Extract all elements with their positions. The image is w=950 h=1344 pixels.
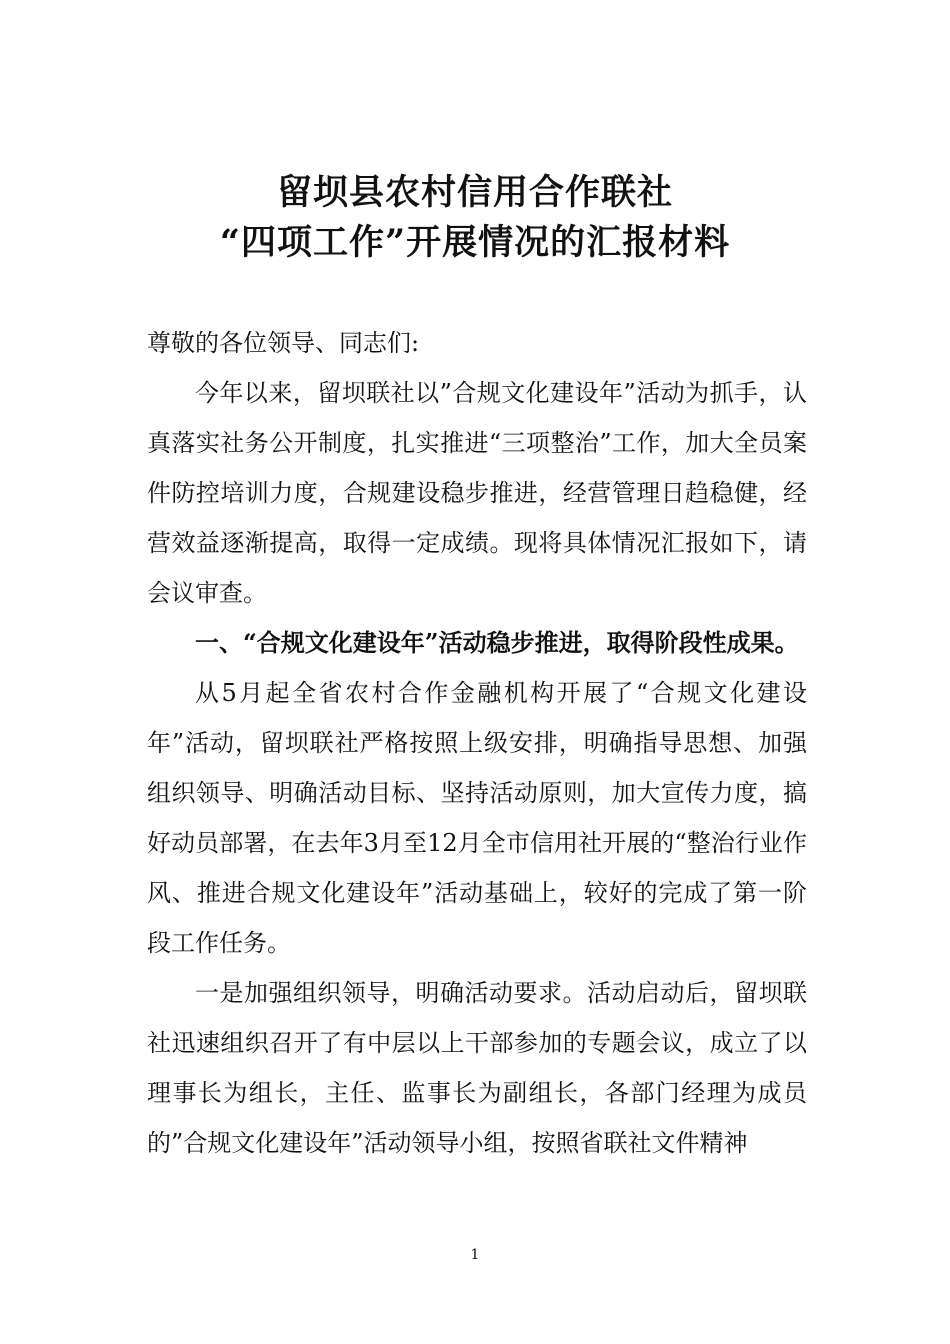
page-number: 1 bbox=[470, 1247, 480, 1263]
document-title-line-1: 留坝县农村信用合作联社 bbox=[276, 172, 673, 213]
paragraph-intro: 今年以来，留坝联社以”合规文化建设年”活动为抓手，认真落实社务公开制度，扎实推进“三项整治”工作，加大全员案件防控培训力度，合规建设稳步推进，经营管理日趋稳健，经营效益逐渐提高，取得一定成绩。现将具体情况汇报如下，请会议审查。 bbox=[147, 379, 807, 607]
paragraph-organization: 一是加强组织领导，明确活动要求。活动启动后，留坝联社迅速组织召开了有中层以上干部参加的专题会议，成立了以理事长为组长，主任、监事长为副组长，各部门经理为成员的”合规文化建设年”活动领导小组，按照省联社文件精神 bbox=[147, 979, 807, 1157]
document-title-line-2: “四项工作”开展情况的汇报材料 bbox=[219, 222, 731, 263]
section-heading-1: 一、“合规文化建设年”活动稳步推进，取得阶段性成果。 bbox=[195, 628, 799, 657]
salutation: 尊敬的各位领导、同志们: bbox=[147, 329, 420, 357]
document-body bbox=[147, 318, 807, 1168]
paragraph-section-1: 从5月起全省农村合作金融机构开展了“合规文化建设年”活动，留坝联社严格按照上级安排，明确指导思想、加强组织领导、明确活动目标、坚持活动原则，加大宣传力度，搞好动员部署，在去年3月至12月全市信用社开展的“整治行业作风、推进合规文化建设年”活动基础上，较好的完成了第一阶段工作任务。 bbox=[147, 679, 807, 957]
